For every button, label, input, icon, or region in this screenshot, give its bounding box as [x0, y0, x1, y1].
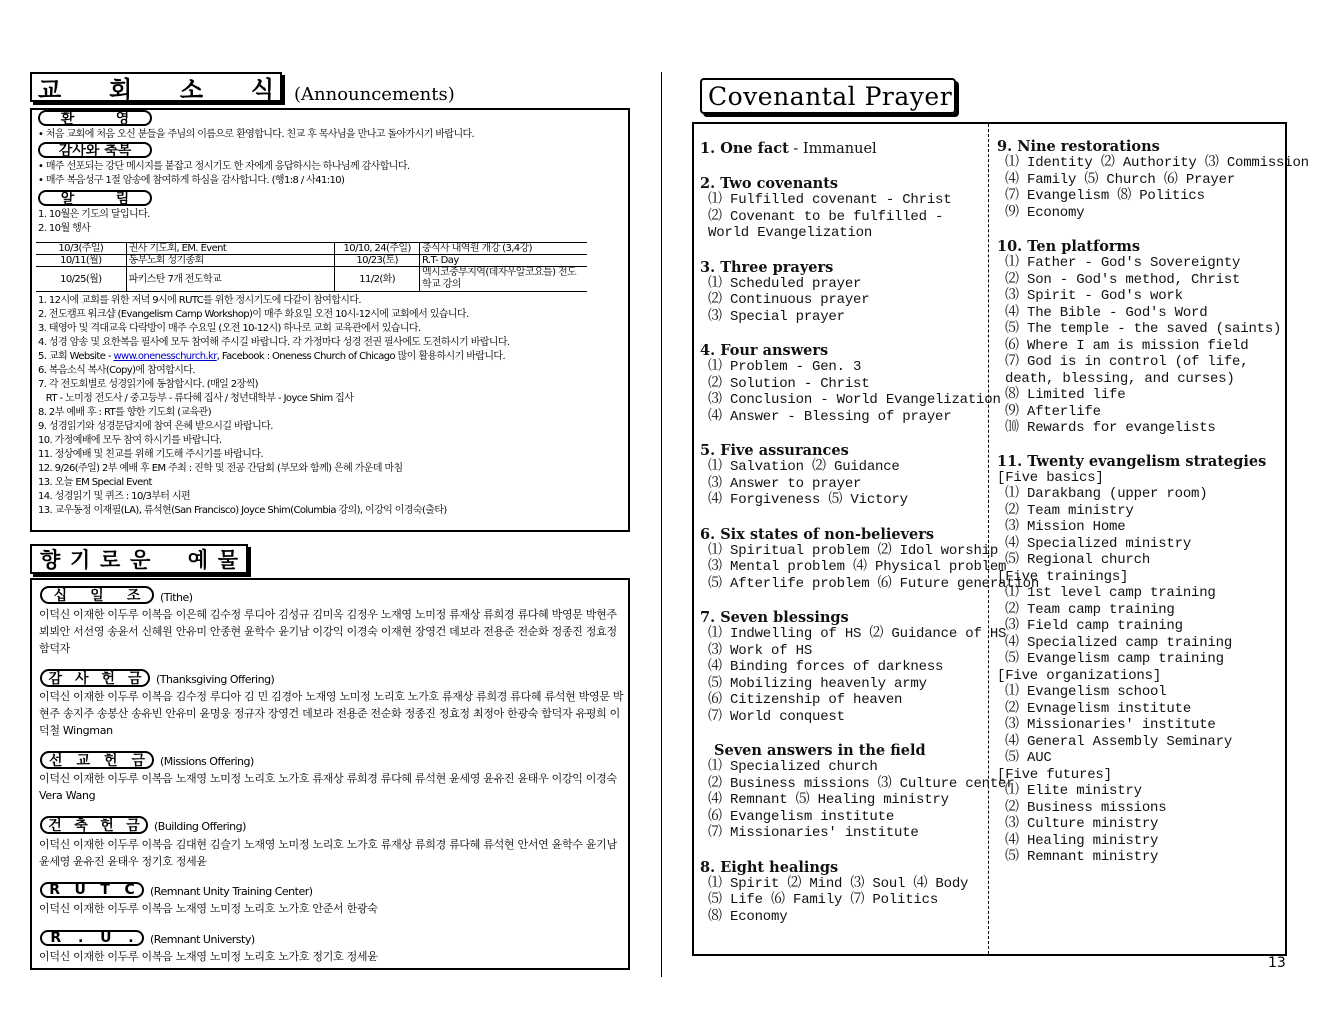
prayer-item: ⑹ Evangelism institute — [708, 808, 895, 825]
section-number: 7. — [700, 609, 721, 626]
label-char: 축 — [74, 818, 88, 834]
label-char: U — [100, 930, 112, 946]
building-names: 이덕신 이재한 이두루 이복음 김대현 김슬기 노재영 노미정 노리호 노가호 류재상 류희경 류다혜 류석현 안서연 윤학수 윤기남 윤세영 윤유진 윤태우 정기호 정세윤 — [39, 838, 617, 868]
label-char: R — [50, 930, 62, 946]
prayer-item: ⑶ Spirit - God's work — [1005, 288, 1183, 304]
section-title: One fact — [720, 140, 789, 157]
prayer-section — [700, 525, 1040, 593]
notice-item: 12. 9/26(주일) 2부 예배 후 EM 주최 : 진학 및 전공 간담회 (부모와 함께) 은혜 가운데 마침 — [38, 463, 403, 474]
event-date: 10/23(토) — [335, 255, 420, 267]
rutc-en: (Remnant Unity Training Center) — [150, 885, 313, 898]
prayer-item: ⑶ Conclusion - World Evangelization — [708, 392, 1001, 408]
prayer-item: ⑸ The temple - the saved (saints) — [1005, 321, 1282, 337]
label-char: 헌 — [100, 818, 114, 834]
missions-label — [40, 751, 154, 769]
table-row — [36, 243, 587, 255]
notice-item: 3. 태영아 및 격대교육 다락방이 매주 수요일 (오전 10-12시) 하나로 교회 교육관에서 있습니다. — [38, 323, 421, 334]
label-char: 감 — [48, 671, 63, 687]
prayer-right-column — [997, 138, 1309, 866]
section-title: Six states of non-believers — [720, 525, 935, 543]
label-char: 알 — [60, 191, 75, 207]
prayer-item: ⑸ Regional church — [1005, 552, 1151, 568]
prayer-item: ⑵ Son - God's method, Christ — [1005, 271, 1241, 288]
prayer-item: ⑽ Rewards for evangelists — [1005, 420, 1216, 436]
prayer-item: ⑴ Evangelism school — [1005, 684, 1167, 700]
prayer-section — [700, 140, 982, 158]
notice-label — [38, 190, 152, 206]
section-heading — [997, 138, 1281, 155]
prayer-item: ⑷ Family ⑸ Church ⑹ Prayer — [1005, 171, 1236, 188]
prayer-item: ⑵ Evnagelism institute — [1005, 700, 1192, 717]
section-title: Twenty evangelism strategies — [1027, 452, 1267, 470]
prayer-item: ⑶ Work of HS — [708, 642, 813, 659]
prayer-item: ⑶ Mental problem ⑷ Physical problem — [708, 559, 1007, 575]
notice-intro: 2. 10월 행사 — [38, 223, 91, 234]
prayer-item: ⑵ Business missions ⑶ Culture center — [708, 775, 1015, 792]
welcome-line: • 처음 교회에 처음 오신 분들을 주님의 이름으로 환영합니다. 친교 후 목사님을 만나고 돌아가시기 바랍니다. — [38, 129, 475, 140]
welcome-label — [38, 110, 152, 126]
section-title: Eight healings — [720, 858, 839, 876]
prayer-item: ⑺ World conquest — [708, 708, 845, 725]
title-char: 기 — [70, 548, 91, 572]
section-subtitle: - Immanuel — [788, 141, 877, 157]
rutc-names: 이덕신 이재한 이두루 이복음 노재영 노미정 노리호 노가호 안준서 한광숙 — [39, 902, 378, 915]
section-number: 9. — [997, 138, 1018, 155]
prayer-item: ⑸ Mobilizing heavenly army — [708, 675, 927, 692]
label-char: 금 — [126, 818, 140, 834]
building-en: (Building Offering) — [154, 820, 246, 833]
announcements-subtitle: (Announcements) — [294, 84, 455, 105]
prayer-item: ⑵ Continuous prayer — [708, 292, 870, 308]
title-char: 회 — [108, 74, 133, 104]
page-number: 13 — [1268, 955, 1286, 971]
title-char: 예 — [187, 548, 208, 572]
prayer-item: ⑶ Special prayer — [708, 308, 845, 325]
title-char: 향 — [40, 548, 61, 572]
label-char: R — [49, 882, 61, 898]
prayer-item: ⑶ Missionaries' institute — [1005, 717, 1216, 733]
section-number: 1. — [700, 140, 721, 157]
prayer-item: ⑶ Answer to prayer — [708, 475, 862, 492]
prayer-item: ⑴ 1st level camp training — [1005, 585, 1216, 601]
notice-item: 10. 가정예배에 모두 참여 하시기를 바랍니다. — [38, 435, 222, 446]
section-title: Four answers — [720, 342, 829, 359]
prayer-item: ⑴ Salvation ⑵ Guidance — [708, 459, 900, 475]
thanks-line: • 매주 복음성구 1절 암송에 참여하게 하심을 감사합니다. (행1:8 / 사41:10) — [38, 175, 345, 186]
prayer-item: ⑵ Solution - Christ — [708, 375, 870, 392]
label-char: 교 — [76, 753, 91, 769]
section-title: Three prayers — [720, 258, 834, 276]
prayer-section — [700, 859, 982, 926]
prayer-item: ⑷ Answer - Blessing of prayer — [708, 408, 952, 425]
prayer-item: ⑷ The Bible - God's Word — [1005, 304, 1208, 321]
label-char: 선 — [48, 753, 63, 769]
missions-en: (Missions Offering) — [160, 755, 254, 768]
section-number: 10. — [997, 238, 1028, 255]
prayer-item: ⑶ Field camp training — [1005, 618, 1183, 634]
prayer-section — [700, 342, 1001, 425]
thanksgiving-en: (Thanksgiving Offering) — [156, 673, 275, 686]
prayer-section — [700, 442, 982, 509]
prayer-item: ⑸ Afterlife problem ⑹ Future generation — [708, 575, 1040, 592]
label-char: 림 — [115, 191, 130, 207]
group-label: [Five futures] — [997, 766, 1112, 783]
prayer-section — [700, 259, 982, 326]
title-char: 교 — [38, 74, 62, 104]
section-heading — [700, 859, 982, 876]
title-char: 로 — [100, 548, 121, 572]
section-heading — [997, 453, 1281, 470]
prayer-item: ⑴ Elite ministry — [1005, 783, 1142, 799]
ru-names: 이덕신 이재한 이두루 이복음 노재영 노미정 노리호 노가호 정기호 정세윤 — [39, 950, 378, 963]
event-date: 11/2(화) — [335, 267, 420, 292]
prayer-section — [997, 138, 1309, 221]
prayer-item: ⑶ Mission Home — [1005, 519, 1126, 535]
prayer-item: ⑹ Where I am is mission field — [1005, 337, 1249, 354]
event-name: 동부노회 성기종회 — [126, 255, 335, 267]
prayer-item: ⑷ General Assembly Seminary — [1005, 733, 1233, 750]
group-label: [Five basics] — [997, 469, 1104, 486]
group-label: [Five trainings] — [997, 568, 1129, 585]
prayer-item: ⑼ Afterlife — [1005, 403, 1101, 420]
thanksgiving-names: 이덕신 이재한 이두루 이복음 김수정 루디아 김 민 김경아 노재영 노미정 노리호 노가호 류재상 류희경 류다혜 류석현 박영문 박현주 송지주 송봉산 송유빈 안유미 윤명웅 정규자 장영건 데보라 전용준 전순화 정종진 정효정 최정아 한광숙 함덕자 유평희 이덕철 Wingman — [39, 690, 624, 737]
prayer-item: ⑴ Fulfilled covenant - Christ — [708, 192, 952, 208]
prayer-item: ⑷ Binding forces of darkness — [708, 659, 944, 675]
announcements-title — [30, 72, 282, 102]
covenantal-prayer-title: Covenantal Prayer — [700, 78, 956, 114]
prayer-item: ⑵ Business missions — [1005, 799, 1167, 816]
event-date: 10/3(주일) — [36, 243, 126, 255]
notice-item: 11. 정상예배 및 친교를 위해 기도해 주시기를 바랍니다. — [38, 449, 263, 460]
section-heading — [700, 526, 982, 543]
prayer-item: ⑴ Darakbang (upper room) — [1005, 486, 1208, 502]
event-date: 10/10, 24(주일) — [335, 243, 420, 255]
section-number: 2. — [700, 175, 721, 192]
prayer-item: ⑴ Spiritual problem ⑵ Idol worship — [708, 542, 999, 559]
section-heading — [700, 442, 982, 459]
thanks-label — [38, 142, 152, 158]
website-link[interactable]: www.onenesschurch.kr — [113, 351, 217, 362]
label-char: 일 — [90, 588, 104, 604]
prayer-item: ⑷ Specialized ministry — [1005, 535, 1192, 552]
notice-item: 14. 성경읽기 및 퀴즈 : 10/3부터 시편 — [38, 491, 191, 502]
section-title: Seven blessings — [720, 609, 849, 626]
notice-item: 7. 각 전도회별로 성경읽기에 동참합시다. (매일 2장씩) — [38, 379, 258, 390]
page-divider — [661, 72, 662, 977]
section-title: Seven answers in the field — [714, 742, 926, 759]
section-number: 5. — [700, 442, 721, 459]
prayer-item: ⑴ Scheduled prayer — [708, 275, 862, 292]
section-heading — [700, 140, 982, 158]
section-title: Five assurances — [720, 442, 849, 459]
thanks-line: • 매주 선포되는 강단 메시지를 붙잡고 정시기도 한 자에게 응답하시는 하나님께 감사합니다. — [38, 161, 410, 172]
prayer-item: ⑸ Remnant ministry — [1005, 849, 1159, 865]
prayer-item: ⑷ Healing ministry — [1005, 832, 1159, 849]
prayer-section — [997, 238, 1281, 437]
label-char: 십 — [53, 588, 68, 604]
section-heading — [700, 175, 982, 192]
title-char: 식 — [250, 74, 274, 104]
event-date: 10/11(월) — [36, 255, 126, 267]
label-char: 조 — [126, 588, 141, 604]
event-name: 중식사 내역원 개강 (3,4강) — [419, 243, 587, 255]
notice-item: 4. 성경 암송 및 요한복음 필사에 모두 참여해 주시길 바랍니다. 각 가정마다 성경 전권 필사에도 도전하시기 바랍니다. — [38, 337, 510, 348]
prayer-item: ⑸ Life ⑹ Family ⑺ Politics — [708, 892, 939, 908]
prayer-item: ⑸ Evangelism camp training — [1005, 651, 1224, 667]
title-char: 물 — [217, 548, 238, 572]
prayer-item: ⑴ Specialized church — [708, 759, 878, 775]
building-label — [40, 816, 148, 834]
notice-item: RT - 노미정 전도사 / 중고등부 - 류다혜 집사 / 청년대학부 - Joyce Shim 집사 — [38, 393, 354, 404]
section-heading — [700, 609, 982, 626]
section-heading — [700, 259, 982, 276]
section-number: 3. — [700, 258, 721, 276]
prayer-item: ⑵ Team ministry — [1005, 502, 1134, 519]
event-name: R.T- Day — [419, 255, 587, 267]
website-prefix: 5. 교회 Website - — [38, 351, 114, 362]
offerings-title — [30, 544, 248, 574]
website-line — [38, 350, 505, 364]
notice-item: 2. 전도캠프 워크샵 (Evangelism Camp Workshop)이 매주 화요일 오전 10시-12시에 교회에서 있습니다. — [38, 309, 469, 320]
prayer-item: ⑺ Evangelism ⑻ Politics — [1005, 188, 1205, 204]
section-number: 11. — [997, 452, 1028, 470]
prayer-item: ⑴ Indwelling of HS ⑵ Guidance of HS — [708, 626, 1007, 642]
label-char: U — [74, 882, 86, 898]
section-number: 4. — [700, 342, 721, 359]
prayer-item: ⑻ Limited life — [1005, 387, 1126, 403]
label-text: 감사와 축복 — [58, 143, 132, 159]
event-name: 파키스탄 7개 전도학교 — [126, 267, 335, 292]
prayer-item: ⑷ Specialized camp training — [1005, 634, 1233, 651]
label-char: 헌 — [101, 671, 116, 687]
tithe-label — [40, 586, 154, 604]
table-row — [36, 267, 587, 292]
notice-item: 13. 교우동정 이재필(LA), 류석현(San Francisco) Joyce Shim(Columbia 강의), 이강익 이경숙(출타) — [38, 505, 447, 516]
label-char: 헌 — [103, 753, 118, 769]
label-char: 환 — [60, 111, 75, 127]
prayer-item: ⑷ Remnant ⑸ Healing ministry — [708, 792, 949, 808]
ru-en: (Remnant Universty) — [150, 933, 255, 946]
events-table — [36, 242, 587, 292]
prayer-item: ⑵ Team camp training — [1005, 601, 1175, 618]
section-number: 8. — [700, 858, 721, 876]
missions-names: 이덕신 이재한 이두루 이복음 노재영 노미정 노리호 노가호 류재상 류희경 류다혜 류석현 윤세영 윤유진 윤태우 이강익 이경숙 Vera Wang — [39, 772, 617, 802]
prayer-item: ⑻ Economy — [708, 908, 788, 925]
prayer-section — [700, 609, 1007, 725]
prayer-item: ⑺ God is in control (of life, death, blessing, and curses) — [1005, 354, 1249, 387]
notice-item: 13. 오늘 EM Special Event — [38, 477, 152, 488]
label-char: . — [77, 930, 84, 946]
prayer-item: ⑷ Forgiveness ⑸ Victory — [708, 492, 908, 508]
section-heading — [997, 238, 1281, 255]
section-heading — [700, 742, 982, 759]
section-title: Two covenants — [720, 175, 839, 192]
ru-label — [40, 930, 144, 946]
label-char: 영 — [115, 111, 130, 127]
prayer-item: ⑴ Father - God's Sovereignty — [1005, 255, 1241, 271]
notice-item: 9. 성경읽기와 성경문답지에 참여 은혜 받으시길 바랍니다. — [38, 421, 273, 432]
label-char: C — [124, 882, 135, 898]
prayer-section — [700, 175, 982, 242]
prayer-item: ⑹ Citizenship of heaven — [708, 692, 903, 708]
website-suffix: , Facebook : Oneness Church of Chicago 많이 활용하시기 바랍니다. — [216, 351, 506, 362]
label-char: 금 — [127, 671, 142, 687]
label-char: 금 — [131, 753, 146, 769]
group-label: [Five organizations] — [997, 667, 1162, 684]
rutc-label — [40, 882, 144, 898]
prayer-item: ⑶ Culture ministry — [1005, 816, 1159, 832]
table-row — [36, 255, 587, 267]
notice-item: 1. 12시에 교회를 위한 저녁 9시에 RUTC를 위한 정시기도에 다같이 참여합시다. — [38, 295, 361, 306]
label-char: 사 — [74, 671, 89, 687]
event-date: 10/25(월) — [36, 267, 126, 292]
prayer-item: ⑵ Covenant to be fulfilled - World Evangelization — [708, 208, 944, 241]
prayer-item: ⑺ Missionaries' institute — [708, 825, 919, 841]
prayer-item: ⑴ Problem - Gen. 3 — [708, 359, 862, 375]
section-title: Ten platforms — [1027, 238, 1141, 255]
label-char: T — [100, 882, 110, 898]
notice-intro: 1. 10월은 기도의 달입니다. — [38, 209, 150, 220]
prayer-item: ⑸ AUC — [1005, 750, 1052, 766]
prayer-item: ⑼ Economy — [1005, 204, 1085, 221]
notice-item: 8. 2부 예배 후 : RT를 향한 기도회 (교육관) — [38, 407, 212, 418]
prayer-section — [700, 742, 1015, 842]
event-name: 멕시코중부지역(데자우알코요틀) 전도학교 강의 — [419, 267, 587, 292]
thanksgiving-label — [40, 669, 150, 687]
section-number: 6. — [700, 525, 721, 543]
label-char: 건 — [48, 818, 62, 834]
label-char: . — [128, 930, 134, 946]
event-name: 권사 기도회, EM. Event — [126, 243, 335, 255]
prayer-item: ⑴ Spirit ⑵ Mind ⑶ Soul ⑷ Body — [708, 875, 969, 892]
tithe-names: 이덕신 이재한 이두루 이복음 이은혜 김수정 루디아 김성규 김미옥 김정우 노재영 노미정 류재상 류희경 류다혜 박영문 박현주 뵈뵈안 서선영 송윤서 신혜원 안유미 안종현 윤학수 윤기남 이강익 이경숙 이재현 장영건 데보라 전용준 전순화 정종진 정효정 함덕자 — [39, 608, 617, 655]
prayer-section — [997, 453, 1281, 866]
notice-item: 6. 복음소식 복사(Copy)에 참여합시다. — [38, 365, 195, 376]
title-char: 소 — [179, 74, 204, 104]
section-heading — [700, 342, 982, 359]
column-divider — [988, 124, 989, 954]
prayer-item: ⑴ Identity ⑵ Authority ⑶ Commission — [1005, 155, 1309, 171]
section-title: Nine restorations — [1017, 138, 1160, 155]
title-char: 운 — [130, 548, 151, 572]
tithe-en: (Tithe) — [160, 591, 193, 604]
